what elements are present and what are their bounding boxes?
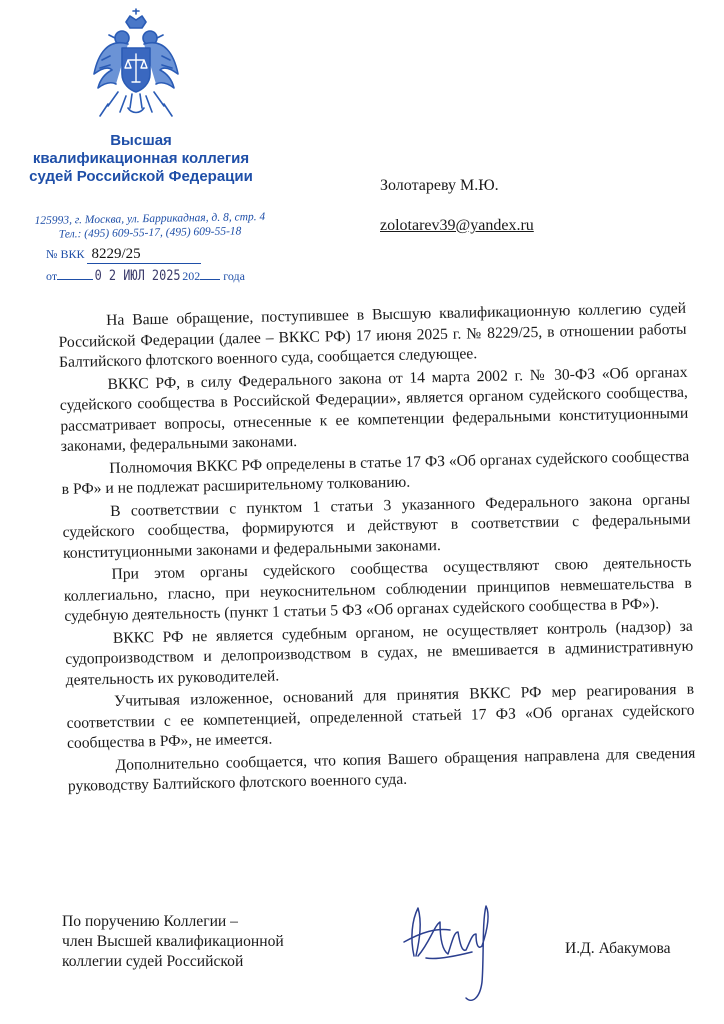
date-stamp: 0 2 ИЮЛ 2025: [94, 268, 181, 284]
signature-line: член Высшей квалификационной: [62, 933, 284, 950]
body-paragraph: Полномочия ВККС РФ определены в статье 17 ФЗ «Об органах судейского сообщества в РФ» и не подлежат расширительному толкованию.: [61, 447, 690, 498]
body-paragraph: Учитывая изложенное, оснований для принятия ВККС РФ мер реагирования в соответствии с ее компетенцией, определенной статьей 17 ФЗ «Об органах судейского сообщества в РФ», не имеется.: [66, 680, 695, 752]
signature-block: [62, 912, 284, 972]
signature-line: коллегии судей Российской: [62, 953, 244, 970]
reference-number-line: [46, 246, 201, 264]
org-name-line: судей Российской Федерации: [29, 168, 253, 185]
letterhead: [0, 0, 310, 300]
recipient-name: Золотареву М.Ю.: [380, 177, 499, 194]
signer-name: И.Д. Абакумова: [565, 940, 671, 957]
address-line: 125993, г. Москва, ул. Баррикадная, д. 8, стр. 4: [34, 210, 266, 228]
body-paragraph: При этом органы судейского сообщества осуществляют свою деятельность коллегиально, гласно, при неукоснительном соблюдении принципов невмешательства в судебную деятельность (пункт 1 статьи 5 ФЗ «Об органах судейского сообщества в РФ»).: [63, 553, 692, 625]
reference-number: 8229/25: [87, 246, 201, 264]
body-paragraph: На Ваше обращение, поступившее в Высшую квалификационную коллегию судей Российской Федерации (далее – ВККС РФ) 17 июня 2025 г. № 8229/25, в отношении работы Балтийского флотского военного суда, сообщается следующее.: [58, 299, 687, 371]
letter-body: [58, 299, 696, 800]
body-paragraph: ВККС РФ не является судебным органом, не осуществляет контроль (надзор) за судопроизводством и делопроизводством в судах, не вмешивается в административную деятельность их руководителей.: [65, 617, 694, 689]
organization-name: [18, 132, 264, 186]
recipient-email: zolotarev39@yandex.ru: [380, 217, 534, 234]
signature-line: По поручению Коллегии –: [62, 913, 238, 930]
org-name-line: Высшая: [110, 132, 172, 149]
body-paragraph: В соответствии с пунктом 1 статьи 3 указанного Федерального закона органы судейского сообщества, формируются и действуют в соответствии с федеральными конституционными законами и федеральными законами.: [62, 490, 691, 562]
org-name-line: квалификационная коллегия: [32, 150, 250, 167]
date-suffix: года: [223, 269, 245, 283]
date-line: [46, 268, 245, 284]
phone-line: Тел.: (495) 609-55-17, (495) 609-55-18: [58, 225, 242, 241]
body-paragraph: Дополнительно сообщается, что копия Вашего обращения направлена для сведения руководству Балтийского флотского военного суда.: [67, 744, 696, 795]
emblem-icon: [88, 8, 184, 126]
date-prefix: от: [46, 269, 58, 283]
recipient-block: [380, 176, 534, 236]
organization-address: [2, 209, 298, 242]
body-paragraph: ВККС РФ, в силу Федерального закона от 14 марта 2002 г. № 30-ФЗ «Об органах судейского сообщества в Российской Федерации», является органом судейского сообщества, рассматривает вопросы, отнесенные к ее компетенции федеральными конституционными законами, федеральными законами.: [59, 363, 689, 455]
reference-prefix: № ВКК: [46, 247, 85, 261]
handwritten-signature-icon: [396, 898, 506, 1008]
date-year-prefix: 202: [182, 269, 201, 283]
